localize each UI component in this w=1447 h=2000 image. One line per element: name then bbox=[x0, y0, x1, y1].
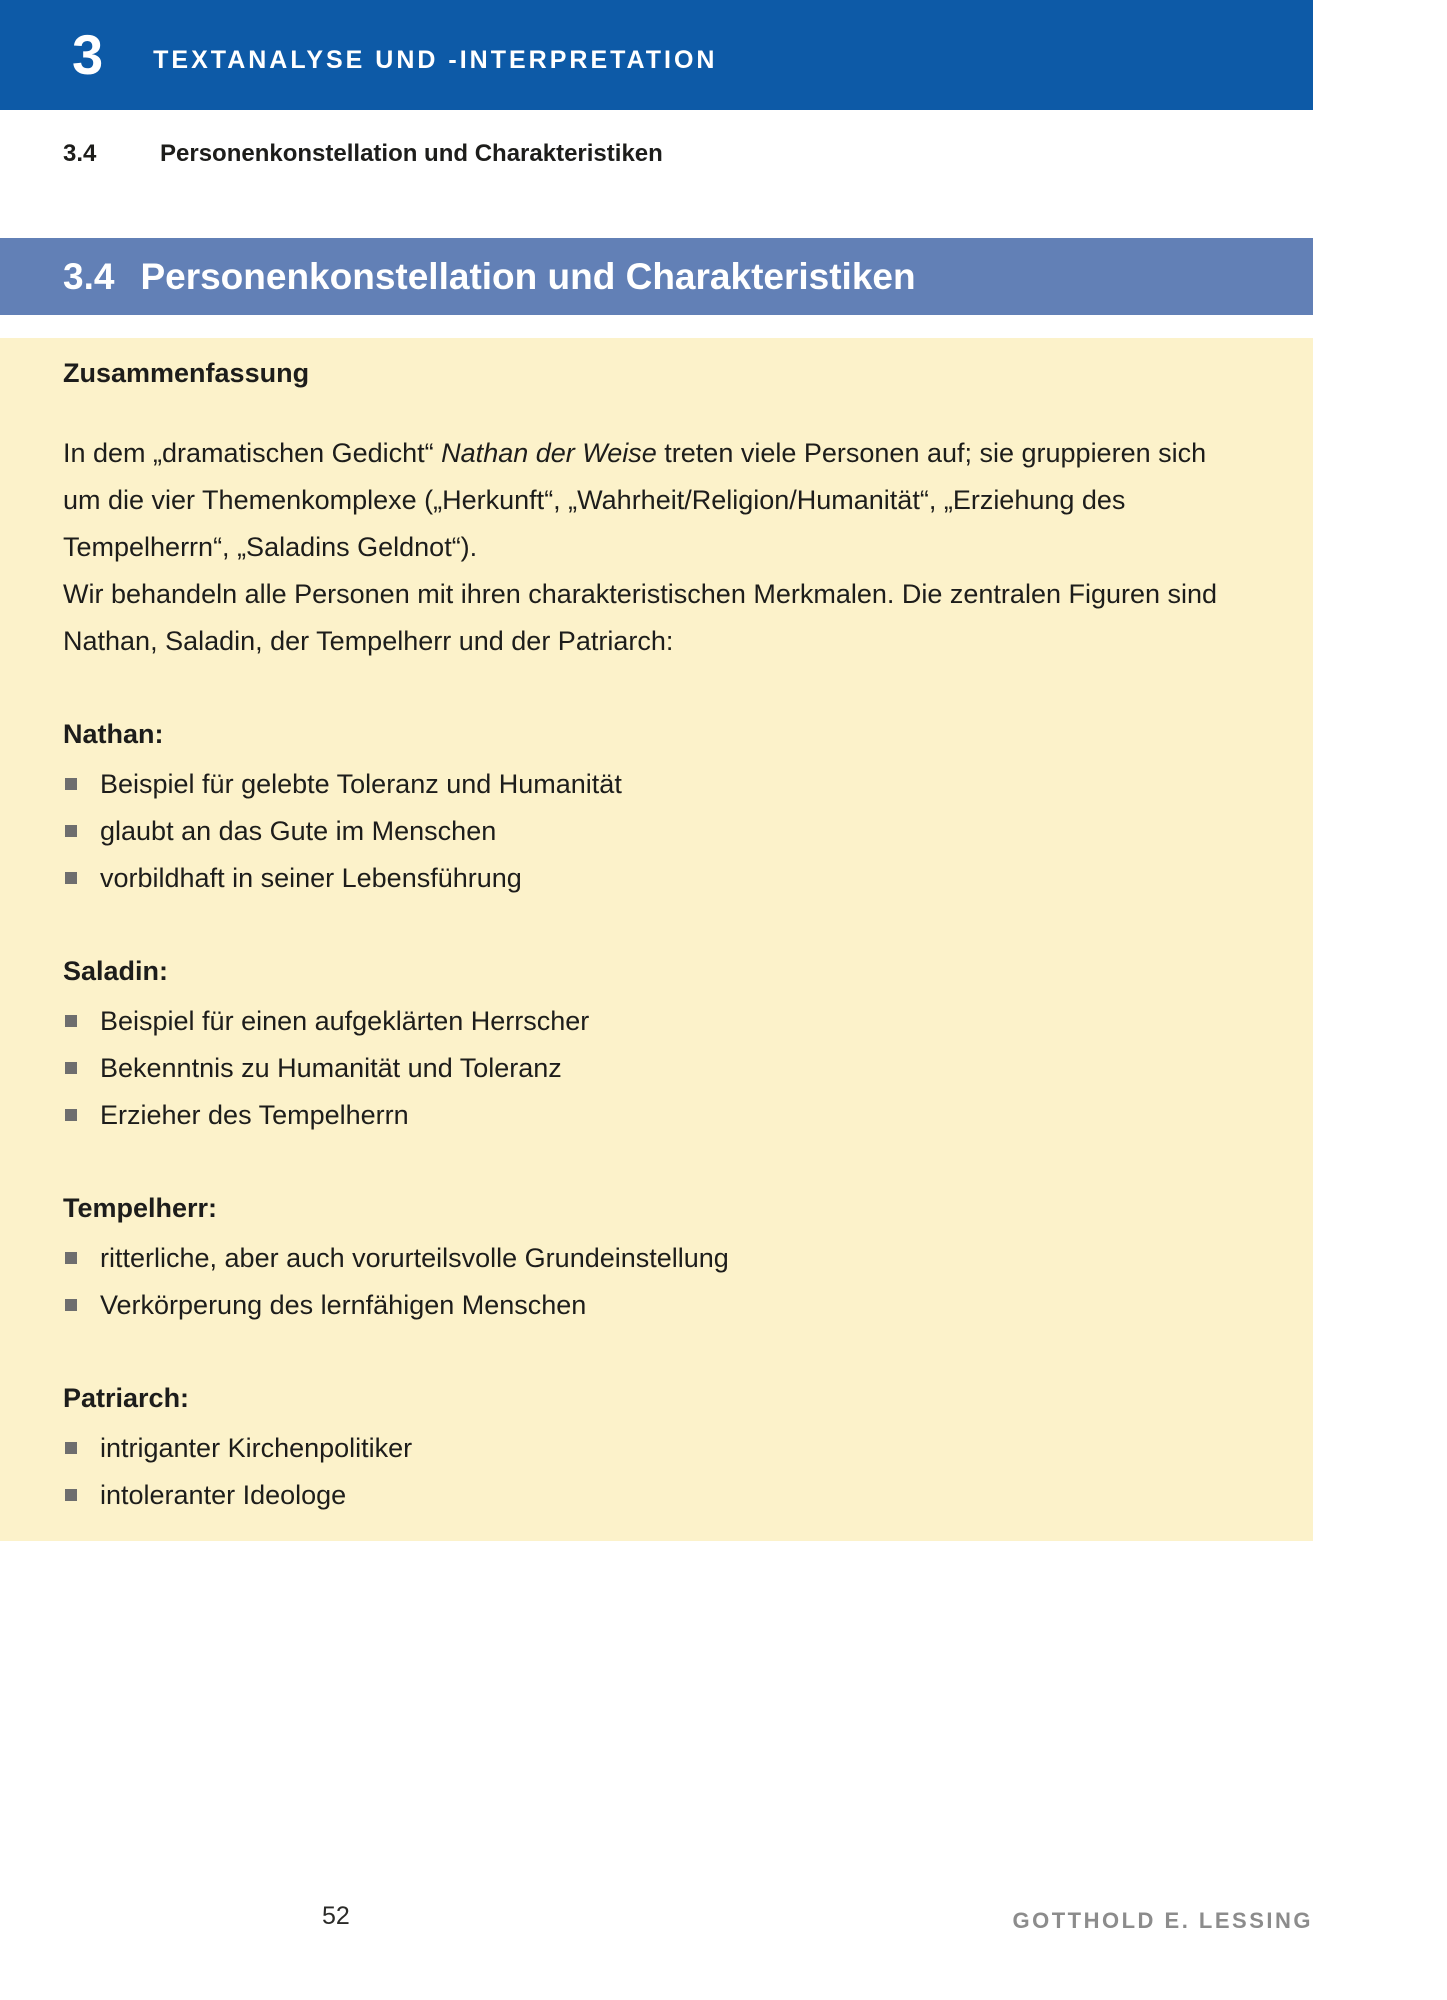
chapter-number: 3 bbox=[72, 23, 104, 86]
bullet-item bbox=[63, 855, 1243, 902]
character-group bbox=[63, 1185, 1243, 1329]
character-bullets bbox=[63, 1425, 1243, 1519]
bullet-square-icon bbox=[65, 1489, 77, 1501]
bullet-item bbox=[63, 1235, 1243, 1282]
character-name: Tempelherr: bbox=[63, 1193, 218, 1223]
bullet-square-icon bbox=[65, 1062, 77, 1074]
bullet-text: glaubt an das Gute im Menschen bbox=[100, 816, 497, 846]
bullet-text: Bekenntnis zu Humanität und Toleranz bbox=[100, 1053, 562, 1083]
footer-author: GOTTHOLD E. LESSING bbox=[1012, 1908, 1313, 1933]
bullet-square-icon bbox=[65, 1109, 77, 1121]
bullet-item bbox=[63, 1425, 1243, 1472]
bullet-item bbox=[63, 998, 1243, 1045]
bullet-item bbox=[63, 761, 1243, 808]
intro-segment: In dem „dramatischen Gedicht“ bbox=[63, 438, 442, 468]
intro-segment: treten viele Personen auf; sie gruppieren sich um die vier Themenkomplexe („Herkunft“, „Wahrheit/Religion/Humanität“, „Erziehung des Tempelherrn“, „Saladins Geldnot“). bbox=[63, 438, 1207, 562]
bullet-text: Verkörperung des lernfähigen Menschen bbox=[100, 1290, 587, 1320]
bullet-text: ritterliche, aber auch vorurteilsvolle Grundeinstellung bbox=[100, 1243, 729, 1273]
bullet-item bbox=[63, 808, 1243, 855]
breadcrumb-number: 3.4 bbox=[63, 140, 97, 167]
intro-segment: Nathan der Weise bbox=[441, 438, 657, 468]
character-group bbox=[63, 1375, 1243, 1519]
bullet-text: vorbildhaft in seiner Lebensführung bbox=[100, 863, 522, 893]
character-group bbox=[63, 948, 1243, 1139]
summary-intro-2: Wir behandeln alle Personen mit ihren charakteristischen Merkmalen. Die zentralen Figuren sind Nathan, Saladin, der Tempelherr und der Patriarch: bbox=[63, 579, 1218, 656]
summary-box bbox=[0, 338, 1313, 1541]
bullet-square-icon bbox=[65, 1442, 77, 1454]
bullet-square-icon bbox=[65, 825, 77, 837]
bullet-text: intriganter Kirchenpolitiker bbox=[100, 1433, 413, 1463]
character-groups bbox=[63, 711, 1243, 1519]
bullet-item bbox=[63, 1092, 1243, 1139]
character-group bbox=[63, 711, 1243, 902]
character-name: Saladin: bbox=[63, 956, 169, 986]
bullet-text: Beispiel für einen aufgeklärten Herrscher bbox=[100, 1006, 590, 1036]
breadcrumb-title: Personenkonstellation und Charakteristiken bbox=[160, 140, 663, 167]
chapter-banner bbox=[0, 0, 1313, 110]
bullet-text: intoleranter Ideologe bbox=[100, 1480, 347, 1510]
section-title: Personenkonstellation und Charakteristiken bbox=[140, 255, 916, 297]
section-title-bar bbox=[0, 238, 1313, 315]
bullet-item bbox=[63, 1282, 1243, 1329]
bullet-square-icon bbox=[65, 778, 77, 790]
bullet-text: Erzieher des Tempelherrn bbox=[100, 1100, 409, 1130]
section-number: 3.4 bbox=[63, 255, 115, 297]
summary-intro bbox=[63, 430, 1243, 571]
bullet-square-icon bbox=[65, 1252, 77, 1264]
bullet-square-icon bbox=[65, 1015, 77, 1027]
character-bullets bbox=[63, 761, 1243, 902]
bullet-square-icon bbox=[65, 872, 77, 884]
breadcrumb bbox=[0, 140, 1313, 168]
character-name: Nathan: bbox=[63, 719, 164, 749]
bullet-item bbox=[63, 1045, 1243, 1092]
character-bullets bbox=[63, 998, 1243, 1139]
chapter-title: TEXTANALYSE UND -INTERPRETATION bbox=[153, 45, 718, 74]
character-bullets bbox=[63, 1235, 1243, 1329]
bullet-text: Beispiel für gelebte Toleranz und Humanität bbox=[100, 769, 622, 799]
page-number: 52 bbox=[322, 1902, 350, 1930]
character-name: Patriarch: bbox=[63, 1383, 190, 1413]
summary-heading: Zusammenfassung bbox=[63, 358, 310, 388]
bullet-square-icon bbox=[65, 1299, 77, 1311]
bullet-item bbox=[63, 1472, 1243, 1519]
